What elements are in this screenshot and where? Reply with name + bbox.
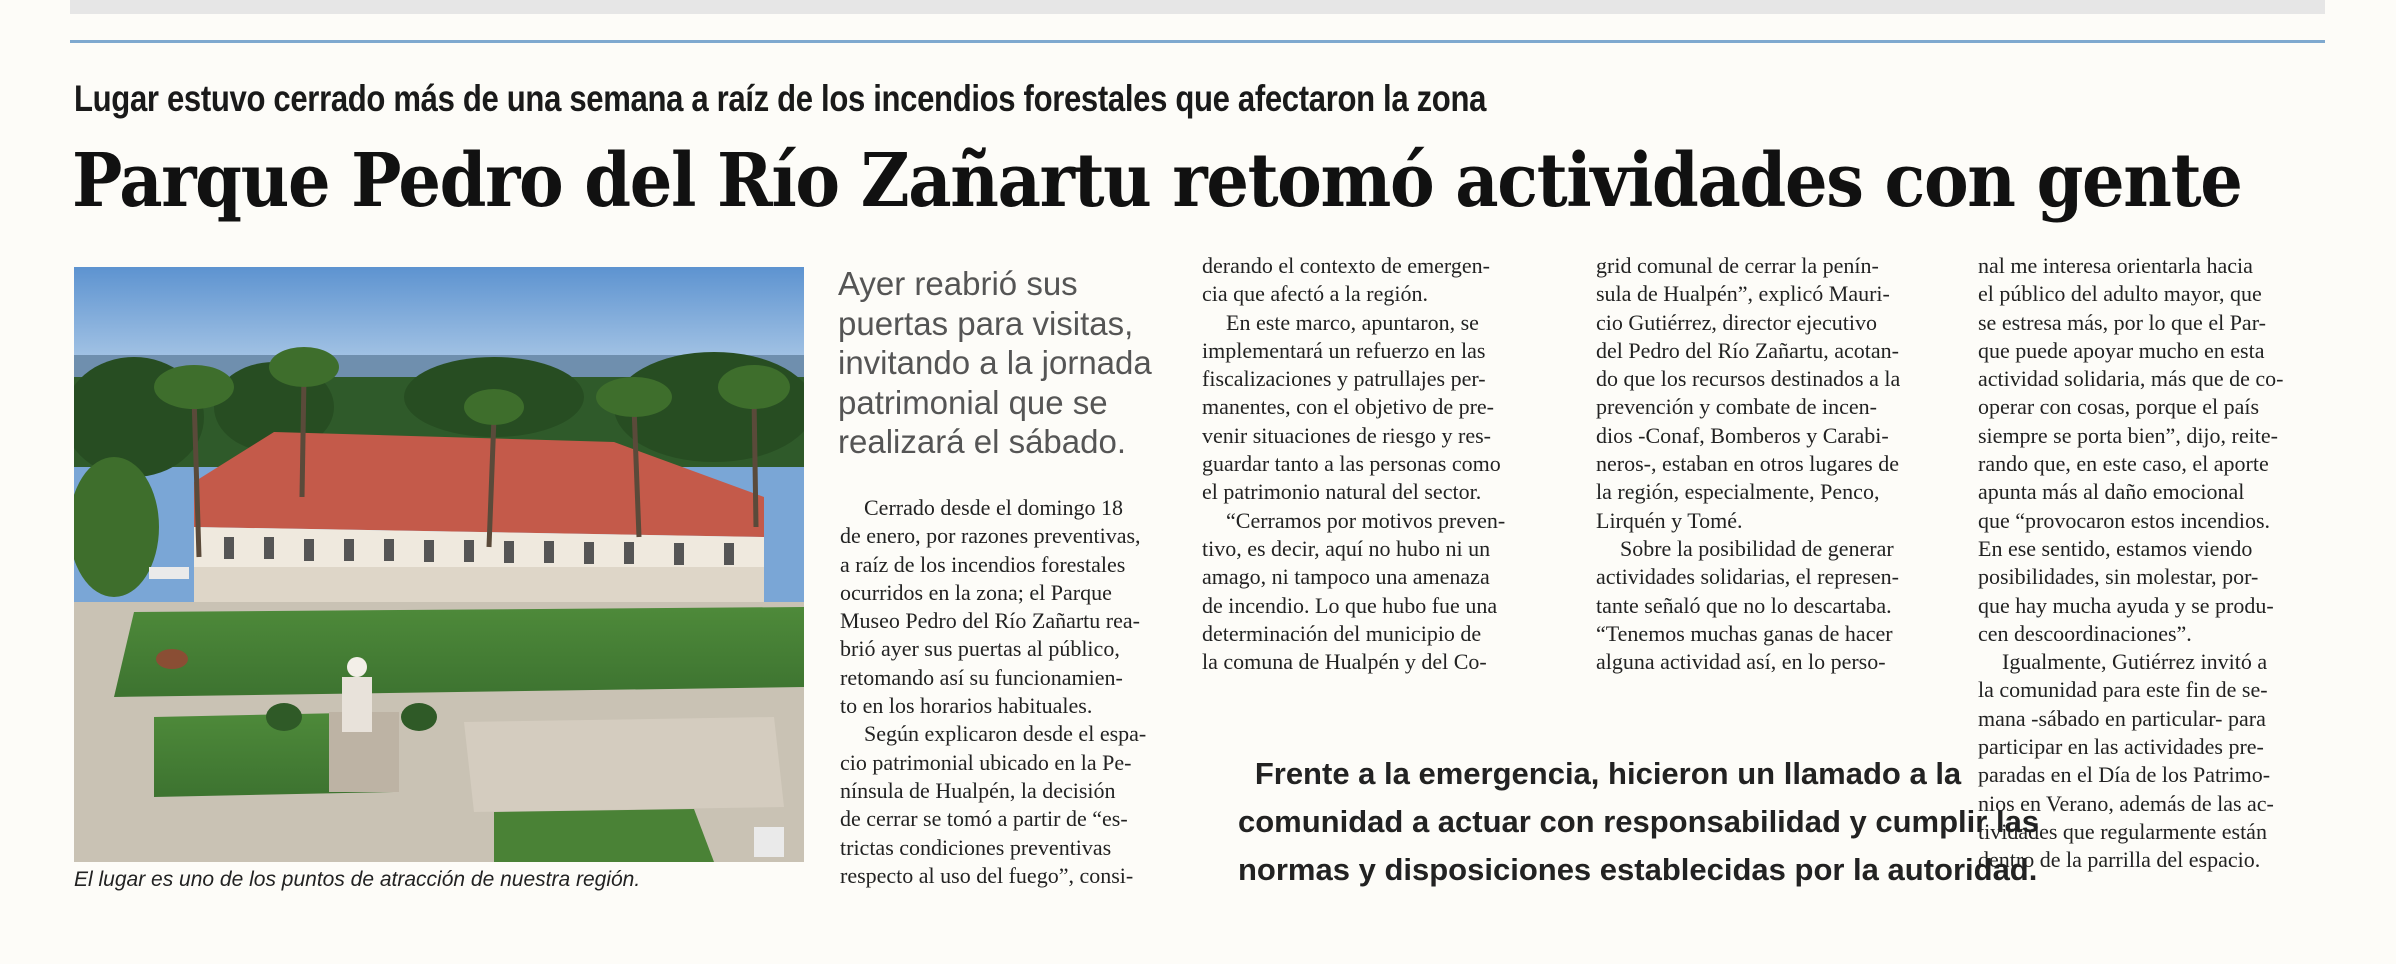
- body-line: Sobre la posibilidad de generar: [1620, 535, 1894, 561]
- body-line: operar con cosas, porque el país: [1978, 394, 2260, 420]
- body-line: nal me interesa orientarla hacia: [1978, 253, 2253, 278]
- body-line: do que los recursos destinados a la: [1596, 366, 1901, 392]
- body-line: venir situaciones de riesgo y res-: [1202, 422, 1491, 448]
- body-column-4: [1978, 252, 2323, 875]
- body-line: se estresa más, por lo que el Par-: [1978, 309, 2266, 335]
- body-line: el patrimonio natural del sector.: [1202, 479, 1482, 505]
- body-line: cio patrimonial ubicado en la Pe-: [840, 749, 1132, 775]
- body-line: siempre se porta bien”, dijo, reite-: [1978, 422, 2278, 448]
- body-line: que “provocaron estos incendios.: [1978, 507, 2271, 533]
- body-line: Según explicaron desde el espa-: [864, 721, 1147, 747]
- body-line: retomando así su funcionamien-: [840, 664, 1123, 690]
- deck-line: realizará el sábado.: [838, 423, 1127, 461]
- body-line: que hay mucha ayuda y se produ-: [1978, 592, 2274, 618]
- body-line: amago, ni tampoco una amenaza: [1202, 564, 1490, 590]
- body-line: alguna actividad así, en lo perso-: [1596, 649, 1886, 675]
- pull-quote-line: Frente a la emergencia, hicieron un llamado a la: [1254, 756, 1962, 791]
- body-line: paradas en el Día de los Patrimo-: [1978, 762, 2271, 788]
- body-line: sula de Hualpén”, explicó Mauri-: [1596, 281, 1890, 307]
- headline: Parque Pedro del Río Zañartu retomó actividades con gente: [72, 138, 2242, 224]
- body-line: cia que afectó a la región.: [1202, 281, 1428, 307]
- body-line: dentro de la parrilla del espacio.: [1978, 847, 2261, 873]
- section-rule: [70, 40, 2325, 43]
- deck: [838, 264, 1178, 462]
- body-line: determinación del municipio de: [1202, 620, 1482, 646]
- body-line: grid comunal de cerrar la penín-: [1596, 253, 1879, 278]
- deck-line: Ayer reabrió sus: [838, 265, 1078, 302]
- body-line: to en los horarios habituales.: [840, 693, 1093, 719]
- body-line: del Pedro del Río Zañartu, acotan-: [1596, 337, 1900, 363]
- body-line: actividad solidaria, más que de co-: [1978, 366, 2284, 392]
- body-line: ocurridos en la zona; el Parque: [840, 579, 1112, 605]
- body-line: participar en las actividades pre-: [1978, 734, 2264, 760]
- body-line: nínsula de Hualpén, la decisión: [840, 777, 1116, 803]
- body-line: cio Gutiérrez, director ejecutivo: [1596, 309, 1877, 335]
- deck-line: patrimonial que se: [838, 383, 1108, 421]
- body-line: tivo, es decir, aquí no hubo ni un: [1202, 535, 1491, 561]
- pull-quote: [1238, 750, 2040, 894]
- body-line: nios en Verano, además de las ac-: [1978, 790, 2274, 816]
- body-line: de incendio. Lo que hubo fue una: [1202, 592, 1498, 618]
- body-line: el público del adulto mayor, que: [1978, 281, 2262, 307]
- body-line: la comunidad para este fin de se-: [1978, 677, 2268, 703]
- body-line: En este marco, apuntaron, se: [1226, 309, 1479, 335]
- body-line: la región, especialmente, Penco,: [1596, 479, 1880, 505]
- body-line: actividades solidarias, el represen-: [1596, 564, 1899, 590]
- pull-quote-line: normas y disposiciones establecidas por la autoridad.: [1238, 852, 2038, 887]
- body-column-3: [1596, 252, 1951, 676]
- body-line: cen descoordinaciones”.: [1978, 620, 2192, 646]
- body-line: “Tenemos muchas ganas de hacer: [1596, 620, 1893, 646]
- photo-caption: El lugar es uno de los puntos de atracción de nuestra región.: [74, 868, 641, 891]
- body-line: manentes, con el objetivo de pre-: [1202, 394, 1495, 420]
- body-line: Igualmente, Gutiérrez invitó a: [2002, 649, 2268, 675]
- body-line: que puede apoyar mucho en esta: [1978, 337, 2265, 363]
- body-column-1: [840, 494, 1175, 890]
- body-line: tante señaló que no lo descartaba.: [1596, 592, 1892, 618]
- body-line: tividades que regularmente están: [1978, 818, 2267, 844]
- body-column-2: [1202, 252, 1552, 676]
- body-line: mana -sábado en particular- para: [1978, 705, 2266, 731]
- body-line: de cerrar se tomó a partir de “es-: [840, 806, 1128, 832]
- body-line: a raíz de los incendios forestales: [840, 551, 1126, 577]
- body-line: de enero, por razones preventivas,: [840, 523, 1141, 549]
- body-line: prevención y combate de incen-: [1596, 394, 1877, 420]
- kicker: Lugar estuvo cerrado más de una semana a raíz de los incendios forestales que afectaron la zona: [74, 78, 1487, 119]
- body-line: Lirquén y Tomé.: [1596, 507, 1743, 533]
- body-line: la comuna de Hualpén y del Co-: [1202, 649, 1487, 675]
- body-line: En ese sentido, estamos viendo: [1978, 535, 2253, 561]
- body-line: rando que, en este caso, el aporte: [1978, 451, 2269, 477]
- body-line: fiscalizaciones y patrullajes per-: [1202, 366, 1486, 392]
- body-line: Museo Pedro del Río Zañartu rea-: [840, 608, 1140, 634]
- body-line: apunta más al daño emocional: [1978, 479, 2245, 505]
- body-line: guardar tanto a las personas como: [1202, 451, 1501, 477]
- top-gray-bar: [70, 0, 2325, 14]
- body-line: neros-, estaban en otros lugares de: [1596, 451, 1900, 477]
- body-line: “Cerramos por motivos preven-: [1226, 507, 1506, 533]
- body-line: trictas condiciones preventivas: [840, 834, 1112, 860]
- deck-line: invitando a la jornada: [838, 344, 1152, 382]
- body-line: Cerrado desde el domingo 18: [864, 495, 1124, 520]
- body-line: posibilidades, sin molestar, por-: [1978, 564, 2259, 590]
- body-line: brió ayer sus puertas al público,: [840, 636, 1120, 662]
- body-line: implementará un refuerzo en las: [1202, 337, 1486, 363]
- body-line: respecto al uso del fuego”, consi-: [840, 862, 1134, 888]
- park-photo: [74, 267, 804, 862]
- body-line: derando el contexto de emergen-: [1202, 253, 1490, 278]
- pull-quote-line: comunidad a actuar con responsabilidad y cumplir las: [1238, 804, 2040, 839]
- deck-line: puertas para visitas,: [838, 304, 1134, 342]
- body-line: dios -Conaf, Bomberos y Carabi-: [1596, 422, 1889, 448]
- park-photo-illustration: [74, 267, 804, 862]
